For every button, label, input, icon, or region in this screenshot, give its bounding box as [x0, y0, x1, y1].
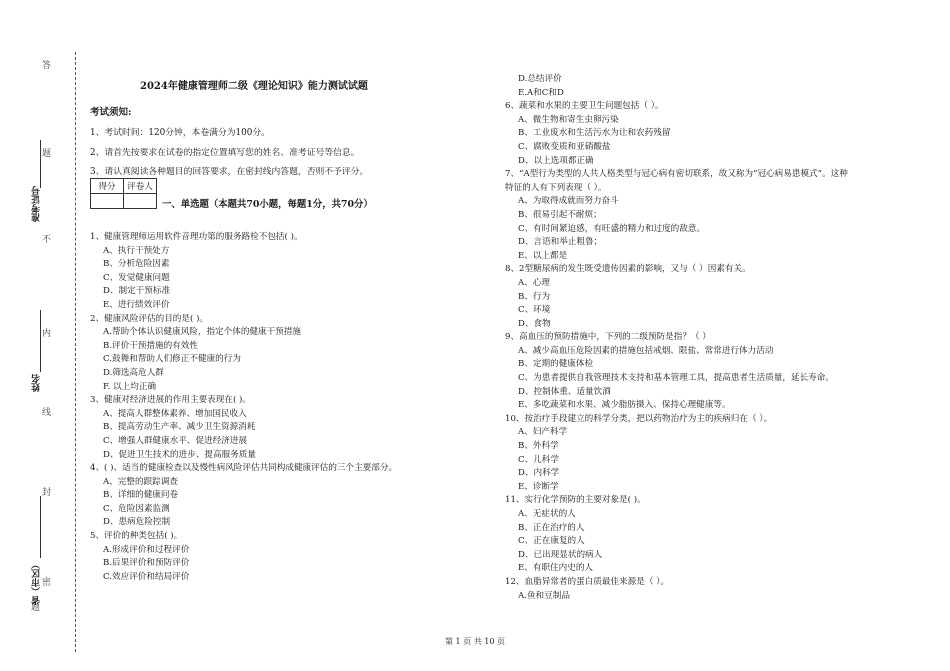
answer-option: A、微生物和寄生虫卵污染	[518, 114, 619, 125]
answer-option: D.总结评价	[518, 74, 562, 84]
answer-option: B、定期的健康体检	[518, 359, 594, 370]
notice-item: 1、考试时间：120分钟，本卷满分为100分。	[90, 128, 270, 138]
answer-option: E、进行绩效评价	[103, 299, 170, 310]
answer-option: C、儿科学	[518, 454, 559, 465]
answer-option: A、妇产科学	[518, 427, 568, 438]
answer-option: A、执行干预处方	[103, 245, 170, 256]
question-line: 3、健康对经济进展的作用主要表现在( )。	[90, 395, 251, 406]
answer-option: E.A和C和D	[518, 87, 564, 98]
question-line: 8、2型糖尿病的发生既受遗传因素的影响，又与（ ）因素有关。	[505, 264, 751, 275]
answer-option: C、环境	[518, 305, 551, 316]
binding-mark: 密	[42, 575, 51, 588]
question-line: 9、高血压的预防措施中，下列的二级预防是指？（ ）	[505, 332, 711, 343]
answer-option: E、以上都是	[518, 250, 568, 261]
answer-option: A.帮助个体认识健康风险，指定个体的健康干预措施	[103, 327, 302, 338]
answer-option: C、有时间紧迫感，有旺盛的精力和过度的敌意。	[518, 223, 706, 234]
answer-option: C、危险因素监测	[103, 503, 170, 514]
answer-option: D、言语和举止粗鲁；	[518, 237, 603, 248]
answer-option: B、正在治疗的人	[518, 522, 585, 533]
grader-cell	[124, 194, 157, 209]
question-line: 10、按治疗手段建立的科学分类，把以药物治疗为主的疾病归在（ ）。	[505, 413, 773, 424]
binding-mark: 题	[42, 146, 51, 159]
answer-option: A、提高人群整体素养、增加国民收入	[103, 408, 247, 419]
notice-list	[90, 124, 368, 183]
question-line: 12、血脂异常者的蛋白质最佳来源是（ ）。	[505, 576, 670, 587]
answer-option: F. 以上均正确	[103, 381, 157, 392]
question-line: 2、健康风险评估的目的是( )。	[90, 313, 209, 324]
province-label: 省（市区）	[32, 560, 42, 605]
answer-option: D、促进卫生技术的进步、提高服务质量	[103, 449, 256, 460]
binding-mark: 答	[42, 58, 51, 71]
question-line: 5、评价的种类包括( )。	[90, 531, 183, 542]
answer-option: C.鼓舞和帮助人们修正不健康的行为	[103, 354, 241, 365]
page-footer: 第 1 页 共 10 页	[445, 637, 505, 646]
answer-option: A、完整的跟踪调查	[103, 476, 178, 487]
question-line: 11、实行化学预防的主要对象是( )。	[505, 495, 646, 506]
answer-option: B.后果评价和预防评价	[103, 558, 190, 569]
answer-option: B、详细的健康问卷	[103, 490, 179, 501]
notice-item: 2、请首先按要求在试卷的指定位置填写您的姓名、准考证号等信息。	[90, 147, 360, 158]
notice-item: 3、请认真阅读各种题目的回答要求，在密封线内答题，否则不予评分。	[90, 167, 369, 177]
answer-option: B.评价干预措施的有效性	[103, 340, 198, 351]
answer-option: D、已出现显状的病人	[518, 549, 603, 560]
answer-option: C、为患者提供自我管理技术支持和基本管理工具，提高患者生活质量，延长寿命。	[518, 373, 834, 384]
answer-option: A、减少高血压危险因素的措施包括戒烟、限盐、常常进行体力活动	[518, 345, 774, 356]
answer-option: E、诊断学	[518, 481, 559, 492]
exam-title: 2024年健康管理师二级《理论知识》能力测试试题	[140, 81, 368, 92]
binding-mark: 线	[42, 405, 51, 418]
answer-option: C、腐败变质和亚硝酸盐	[518, 141, 611, 152]
answer-option: A.形成评价和过程评价	[103, 544, 190, 555]
answer-option: D、内科学	[518, 468, 560, 479]
exam-number-label: 准考证号	[32, 186, 42, 222]
answer-option: A、为取得成就而努力奋斗	[518, 196, 619, 207]
answer-option: B、外科学	[518, 441, 559, 452]
right-column	[505, 73, 848, 603]
answer-option: B、行为	[518, 291, 551, 302]
score-cell	[91, 194, 124, 209]
answer-option: B、工业废水和生活污水为让和农药残留	[518, 128, 671, 139]
answer-option: A、无症状的人	[518, 509, 576, 519]
score-box	[90, 178, 157, 209]
answer-option: D.筛选高危人群	[103, 367, 164, 378]
answer-option: B、提高劳动生产率、减少卫生资源消耗	[103, 422, 256, 433]
answer-option: D、控制体重、适量饮酒	[518, 386, 611, 397]
answer-option: C.效应评价和结局评价	[103, 571, 190, 582]
answer-option: A、心理	[518, 277, 550, 288]
binding-mark: 不	[42, 232, 51, 245]
answer-option: C、增强人群健康水平、促进经济进展	[103, 435, 248, 446]
answer-option: C、发觉健康问题	[103, 272, 170, 283]
answer-option: A.鱼和豆制品	[518, 590, 570, 601]
question-line: 1、健康管理师运用软件音理功第的服务路检不包括( )。	[90, 232, 303, 242]
binding-mark: 题	[31, 600, 40, 613]
answer-option: E、有职住内史的人	[518, 563, 594, 574]
answer-option: D、制定干预标准	[103, 286, 171, 297]
notice-heading: 考试须知:	[90, 107, 132, 118]
answer-option: D、患病危险控制	[103, 517, 171, 528]
binding-mark: 封	[42, 485, 51, 498]
question-line: 7、“A型行为类型的人共人格类型与冠心病有密切联系，故又称为“冠心病易患模式”。这种	[505, 169, 848, 180]
answer-option: D、以上选项都正确	[518, 155, 594, 166]
answer-option: B、分析危险因素	[103, 259, 170, 270]
score-label: 得分	[91, 179, 124, 194]
question-line: 特征的人有下列表现（ ）。	[505, 182, 607, 193]
question-line: 4、( )、适当的健康检查以及慢性病风险评估共同构成健康评估的三个主要部分。	[90, 463, 398, 474]
left-column	[90, 231, 397, 584]
answer-option: E、多吃蔬菜和水果、减少脂肪摄入、保持心理健康等。	[518, 400, 731, 411]
section-heading: 一、单选题（本题共70小题，每题1分，共70分）	[162, 199, 373, 210]
binding-mark: 内	[42, 326, 51, 339]
grader-label: 评卷人	[124, 179, 157, 194]
answer-option: C、正在康复的人	[518, 536, 585, 547]
name-label: 姓名	[32, 374, 42, 392]
answer-option: D、食物	[518, 318, 551, 329]
answer-option: B、很易引起不耐烦；	[518, 209, 602, 220]
question-line: 6、蔬菜和水果的主要卫生问题包括（ ）。	[505, 101, 664, 112]
